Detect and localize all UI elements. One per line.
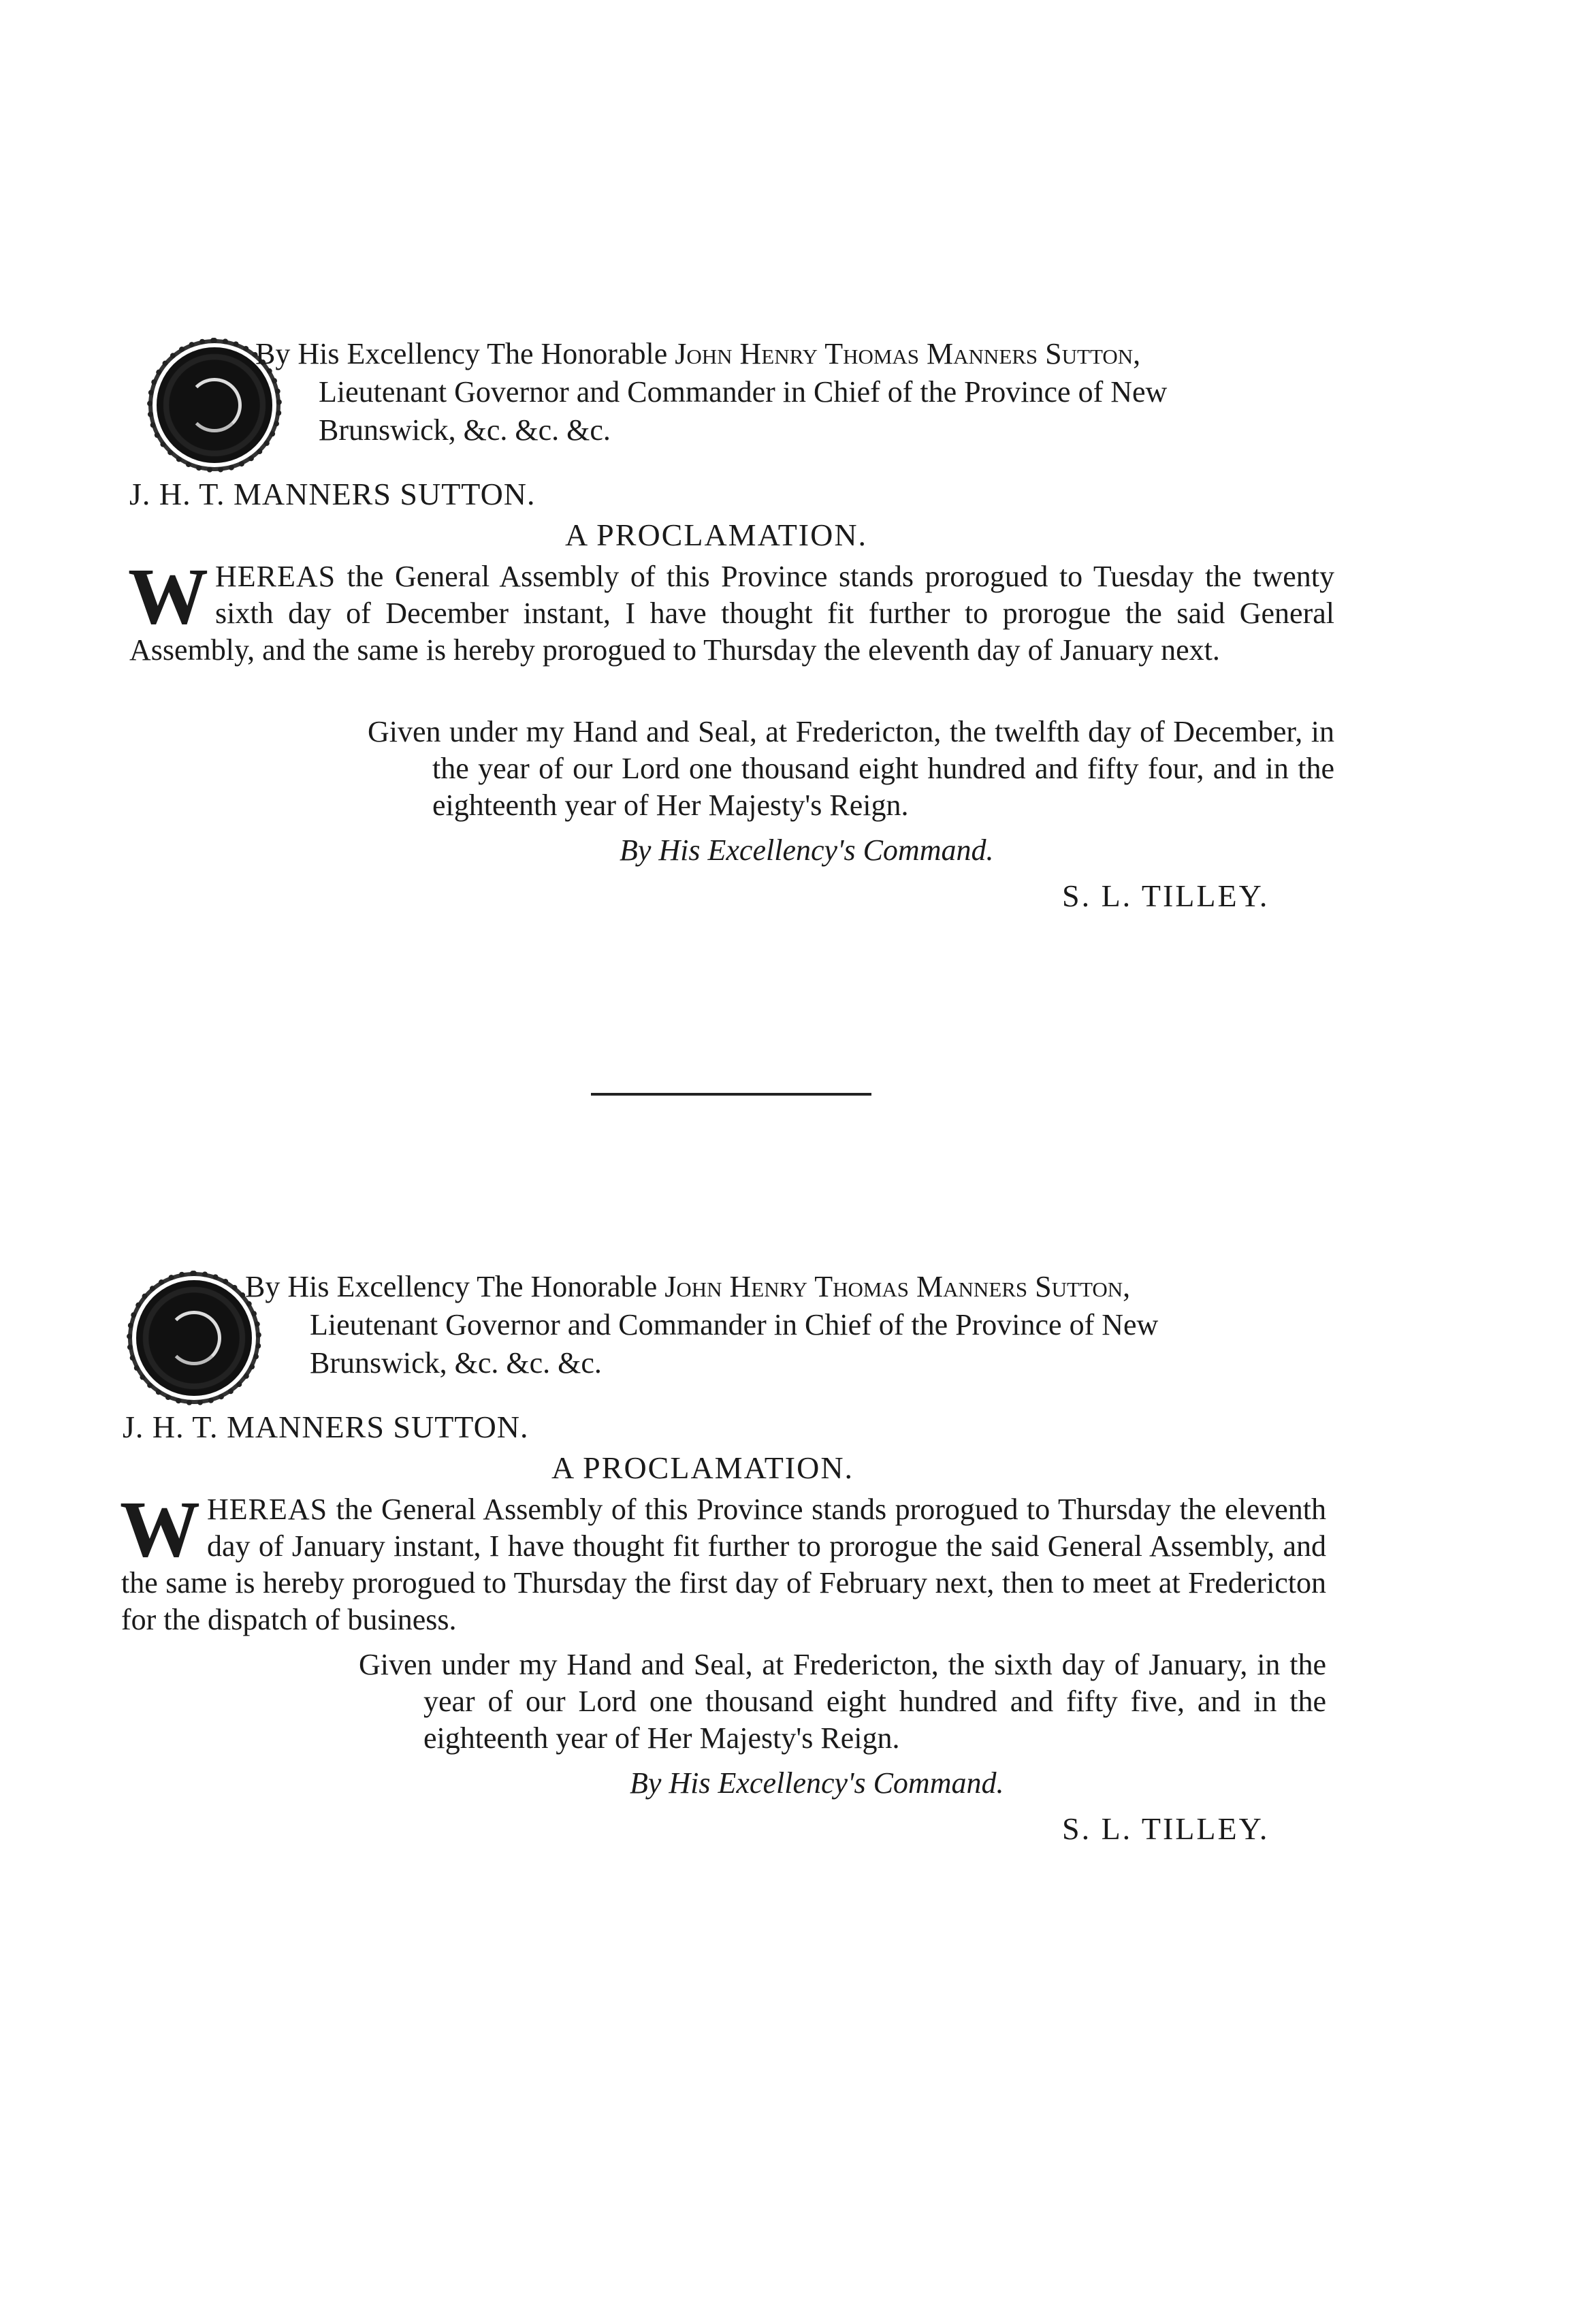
governor-signature: J. H. T. MANNERS SUTTON. [123, 1410, 529, 1444]
body-opening-word: HEREAS [215, 560, 336, 593]
governor-style-line-2: Lieutenant Governor and Commander in Chief of the Province of New [310, 1308, 1159, 1341]
proclamation-heading [0, 1253, 1589, 1416]
given-under-hand: Given under my Hand and Seal, at Fredericton, the twelfth day of December, in the year of our Lord one thousand eight hundred and fifty four, and in the eighteenth year of Her Majesty's Reign. [368, 715, 1334, 822]
signatory: S. L. TILLEY. [1062, 878, 1270, 913]
governor-style-line-1 [255, 335, 1140, 373]
seal-icon [136, 1280, 252, 1396]
signatory: S. L. TILLEY. [1062, 1811, 1270, 1846]
proclamation-title: A PROCLAMATION. [551, 1450, 854, 1485]
command-line: By His Excellency's Command. [630, 1766, 1004, 1800]
governor-style-line-2: Lieutenant Governor and Commander in Chief of the Province of New [319, 375, 1168, 409]
command-line: By His Excellency's Command. [620, 833, 994, 867]
body-opening-word: HEREAS [207, 1493, 328, 1526]
governor-style-line-3: Brunswick, &c. &c. &c. [319, 413, 611, 447]
section-divider [591, 1093, 871, 1096]
governor-style-line-3: Brunswick, &c. &c. &c. [310, 1346, 602, 1380]
proclamation-title: A PROCLAMATION. [565, 518, 868, 552]
body-text: the General Assembly of this Province stands prorogued to Thursday the eleventh day of January instant, I have thought fit further to prorogue the said General Assembly, and the same is hereby prorogued to Thursday the first day of February next, then to meet at Fredericton for the dispatch of business. [121, 1493, 1326, 1636]
drop-cap: W [128, 552, 208, 641]
governor-full-name: John Henry Thomas Manners Sutton, [675, 337, 1141, 370]
governor-style-line-1 [245, 1268, 1130, 1306]
given-under-hand: Given under my Hand and Seal, at Fredericton, the sixth day of January, in the year of our Lord one thousand eight hundred and fifty five, and in the eighteenth year of Her Majesty's Reign. [359, 1648, 1326, 1755]
proclamation-2 [0, 1253, 1589, 1846]
governor-full-name: John Henry Thomas Manners Sutton, [664, 1270, 1131, 1303]
governor-signature: J. H. T. MANNERS SUTTON. [129, 477, 536, 511]
proclamation-1 [0, 320, 1589, 913]
style-line-prefix: By His Excellency The Honorable [255, 337, 675, 370]
body-text: the General Assembly of this Province stands prorogued to Tuesday the twenty sixth day of December instant, I have thought fit further to prorogue the said General Assembly, and the same is hereby prorogued to Thursday the eleventh day of January next. [129, 560, 1334, 667]
proclamation-body [128, 552, 1334, 669]
drop-cap: W [120, 1484, 200, 1574]
proclamation-heading [0, 320, 1589, 483]
proclamation-body [120, 1484, 1326, 1638]
style-line-prefix: By His Excellency The Honorable [245, 1270, 665, 1303]
